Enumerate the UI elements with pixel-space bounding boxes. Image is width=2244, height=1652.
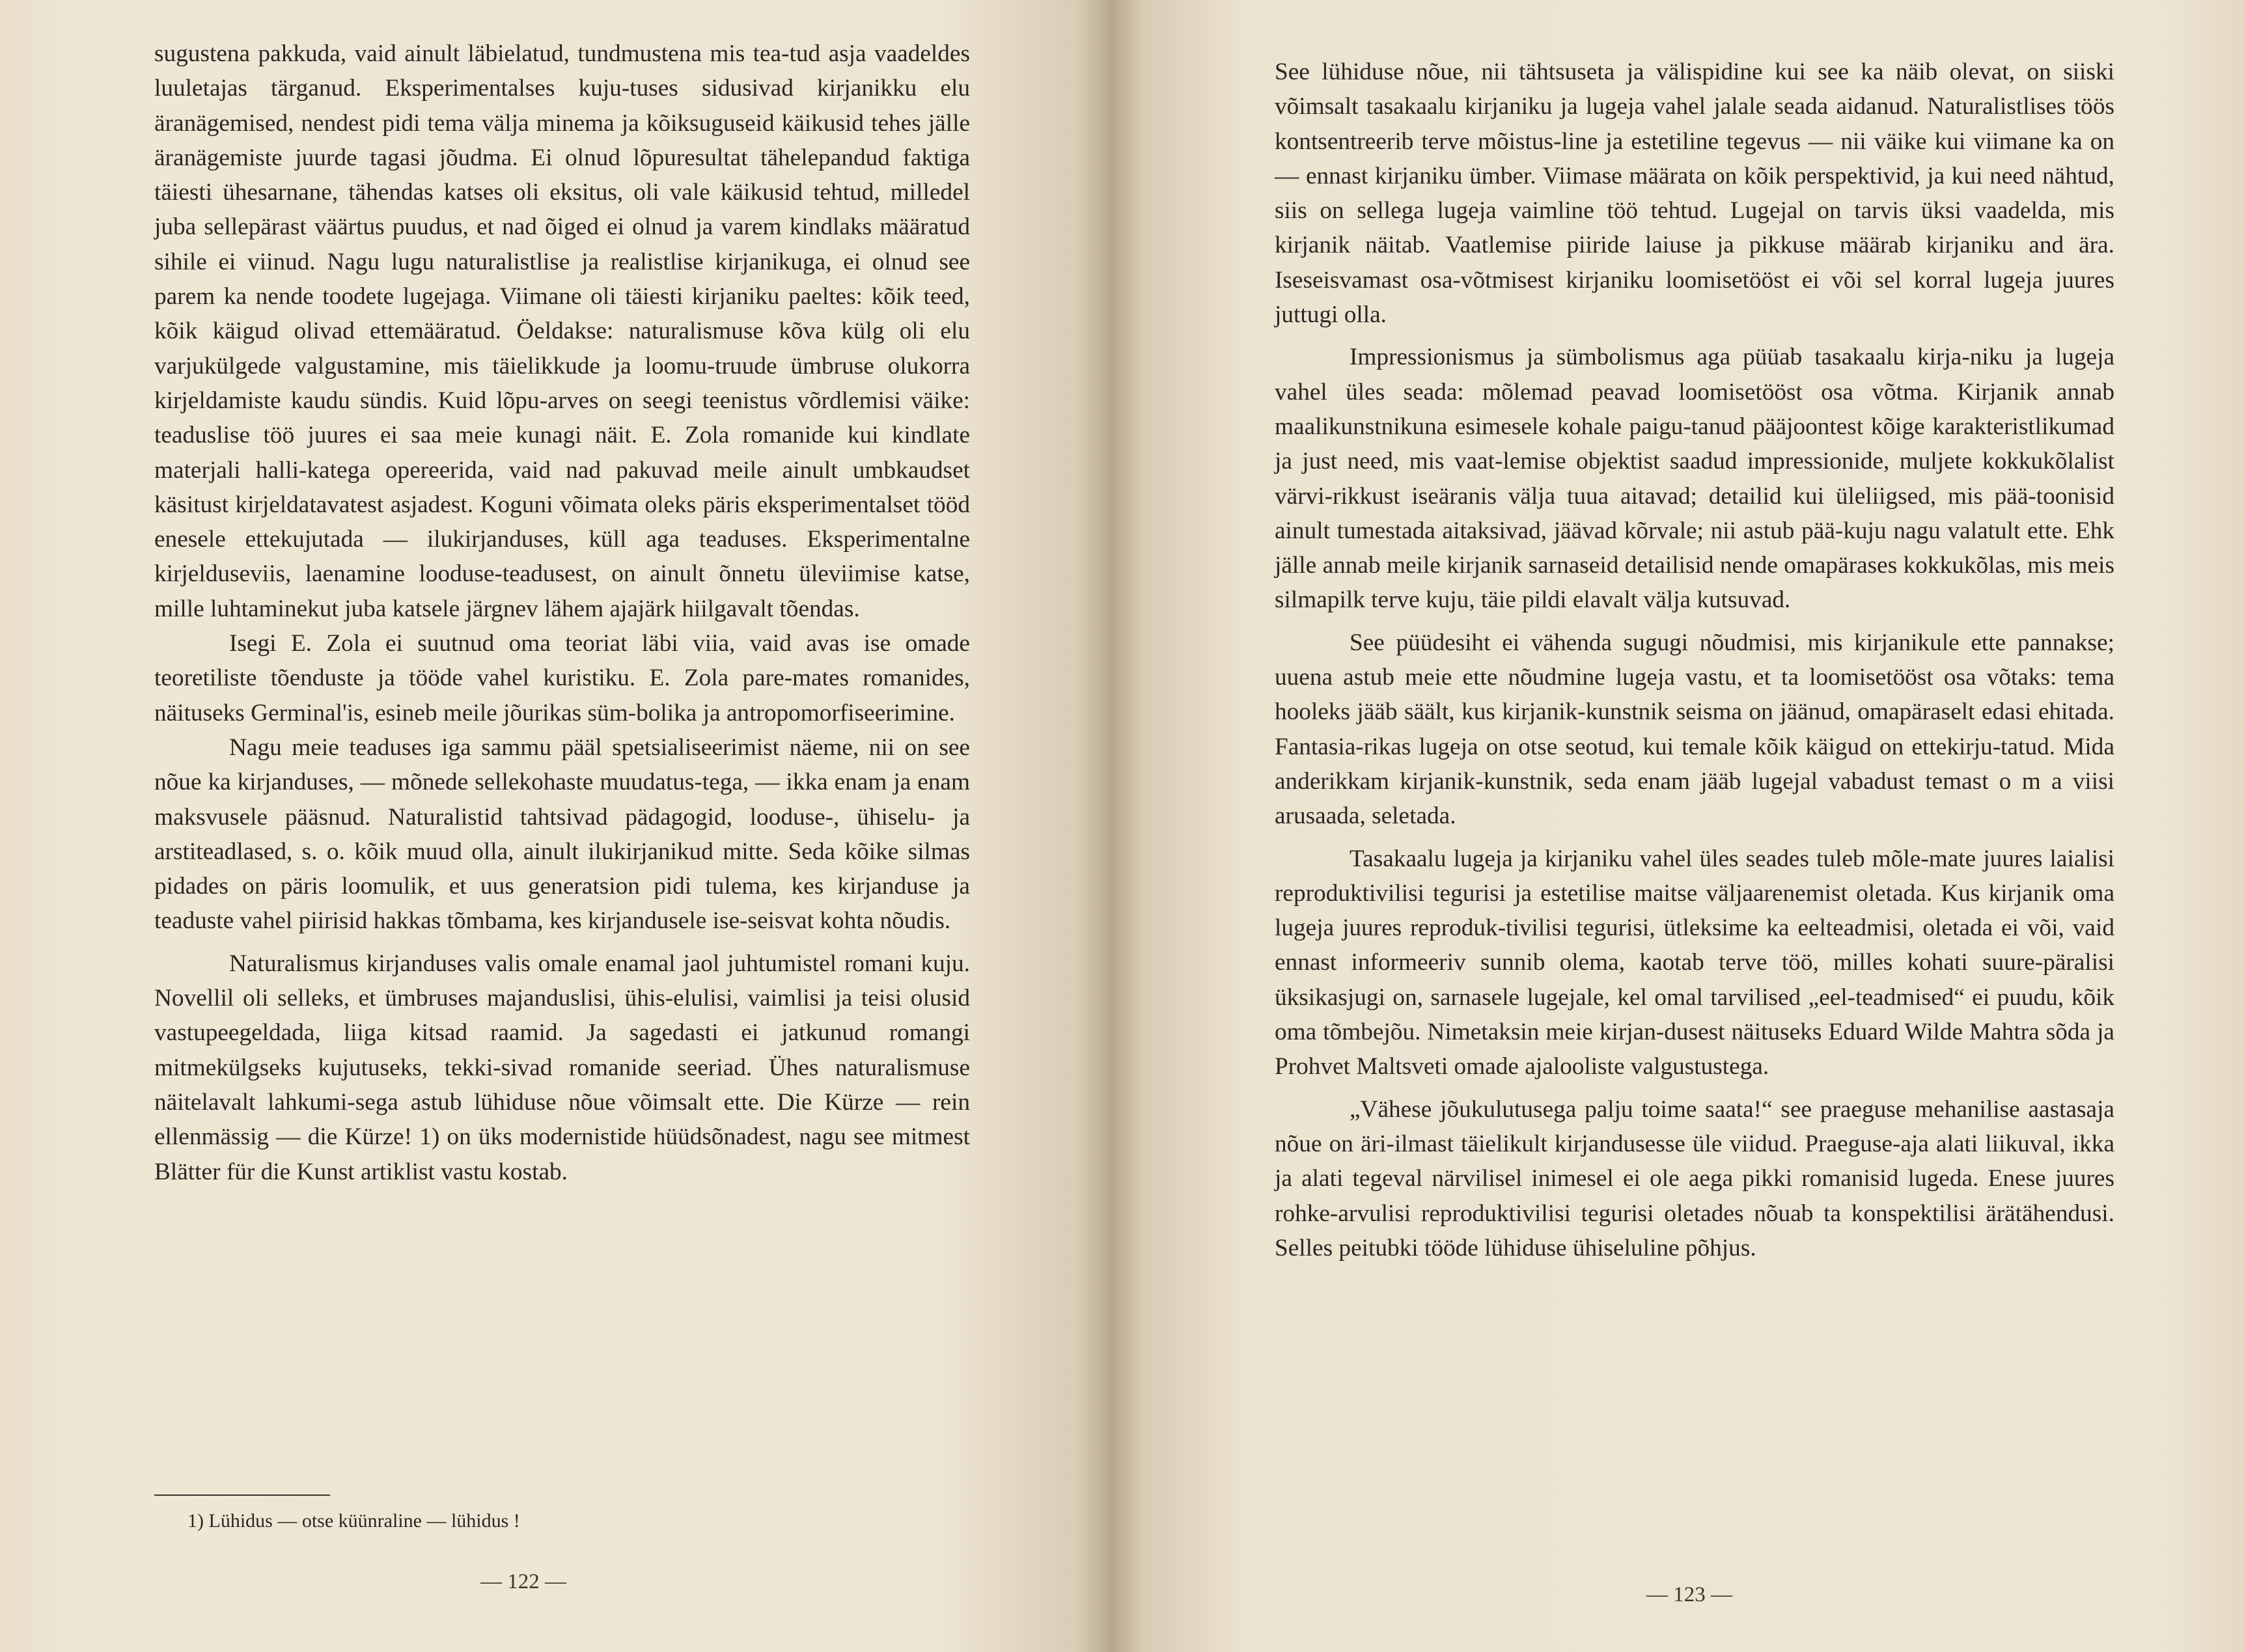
paragraph: Impressionismus ja sümbolismus aga püüab tasakaalu kirja-niku ja lugeja vahel üles seada: mõlemad peavad loomisetööst osa võtma. Kirjanik annab maalikunstnikuna esimesele kohale paigu-tanud pääjoontest kõige karakteristlikumad ja just need, mis vaat-lemise objektist saadud impressionide, muljete kokkukõlalist värvi-rikkust iseäranis välja tuua aitavad; detailid kui üleliigsed, mis pää-toonisid ainult tumestada aitaksivad, jäävad kõrvale; nii astub pää-kuju nagu valatult ette. Ehk jälle annab meile kirjanik sarnaseid detailisid nende omapärases kokkukõlas, mis meis silmapilk terve kuju, täie pildi elavalt välja kutsuvad. bbox=[1275, 344, 2114, 614]
paragraph: sugustena pakkuda, vaid ainult läbielatud, tundmustena mis tea-tud asja vaadeldes luuletajas tärganud. Eksperimentalses kuju-tuses sidusivad kirjanikku elu äranägemised, nendest pidi tema välja minema ja kõiksuguseid käikusid tehes jälle äranägemiste juurde tagasi jõudma. Ei olnud lõpuresultat tähelepandud faktiga täiesti ühesarnane, tähendas katses oli eksitus, oli vale käikusid tehtud, milledel juba sellepärast väärtus puudus, et nad õiged ei olnud ja varem kindlaks määratud sihile ei viinud. Nagu lugu naturalistlise ja realistlise kirjanikuga, ei olnud see parem ka nende toodete lugejaga. Viimane oli täiesti kirjaniku paeltes: kõik teed, kõik käigud olivad ettemääratud. Öeldakse: naturalismuse kõva külg oli elu varjukülgede valgustamine, mis täielikkude ja loomu-truude ümbruse olukorra kirjeldamiste kaudu sündis. Kuid lõpu-arves on seegi teenistus võrdlemisi väike: teaduslise töö juures ei saa meie kunagi näit. E. Zola romanide kui kindlate materjali halli-katega opereerida, vaid nad pakuvad meile ainult umbkaudset käsitust kirjeldatavatest asjadest. Koguni võimata oleks päris eksperimentalset tööd enesele ettekujutada — ilukirjanduses, küll aga teaduses. Eksperimentalne kirjelduseviis, laenamine looduse-teadusest, on ainult õnnetu üleviimise katse, mille luhtaminekut juba katsele järgnev lähem ajajärk hiilgavalt tõendas. bbox=[154, 40, 970, 622]
page-number: — 122 — bbox=[480, 1570, 566, 1593]
paragraph: „Vähese jõukulutusega palju toime saata!“ see praeguse mehanilise aastasaja nõue on äri-ilmast täielikult kirjandusesse üle viidud. Praeguse-aja alati liikuval, ikka ja alati tegeval närvilisel inimesel ei ole aega pikki romanisid lugeda. Enese juures rohke-arvulisi reproduktivilisi tegurisi oletades nõuab ta konspektilisi ärätähendusi. Selles peitubki tööde lühiduse ühiseluline põhjus. bbox=[1275, 1095, 2114, 1261]
footnote: 1) Lühidus — otse küünraline — lühidus ! bbox=[187, 1510, 520, 1532]
footnote-rule bbox=[154, 1494, 330, 1496]
paragraph: Isegi E. Zola ei suutnud oma teoriat läbi viia, vaid avas ise omade teoretiliste tõenduste ja tööde vahel kuristiku. E. Zola pare-mates romanides, näituseks Germinal'is, esineb meile jõurikas süm-bolika ja antropomorfiseerimine. bbox=[154, 630, 970, 726]
left-page-text bbox=[154, 36, 970, 1189]
paragraph: See lühiduse nõue, nii tähtsuseta ja välispidine kui see ka näib olevat, on siiski võimsalt tasakaalu kirjaniku ja lugeja vahel jalale seada aidanud. Naturalistlises töös kontsentreerib terve mõistus-line ja estetiline tegevus — nii väike kui viimane ka on — ennast kirjaniku ümber. Viimase määrata on kõik perspektivid, ja kui need nähtud, siis on sellega lugeja vaimline töö tehtud. Lugejal on tarvis üksi vaadelda, mis kirjanik näitab. Vaatlemise piiride laiuse ja pikkuse määrab kirjaniku and ära. Iseseisvamast osa-võtmisest kirjaniku loomisetööst ei või sel korral lugeja juures juttugi olla. bbox=[1275, 59, 2114, 329]
paragraph: Tasakaalu lugeja ja kirjaniku vahel üles seades tuleb mõle-mate juures laialisi reproduktivilisi tegurisi ja estetilise maitse väljaarenemist oletada. Kus kirjanik oma lugeja juures reproduk-tivilisi tegurisi, ütleksime ka eelteadmisi, oletada ei või, vaid ennast informeeriv sunnib olema, kaotab terve töö, milles kohati suure-päralisi üksikasjugi on, sarnasele lugejale, kel omal tarvilised „eel-teadmised“ ei puudu, kõik oma tõmbejõu. Nimetaksin meie kirjan-dusest näituseks Eduard Wilde Mahtra sõda ja Prohvet Maltsveti omade ajalooliste valgustustega. bbox=[1275, 845, 2114, 1081]
page-number: — 123 — bbox=[1646, 1583, 1732, 1606]
paragraph: Nagu meie teaduses iga sammu pääl spetsialiseerimist näeme, nii on see nõue ka kirjanduses, — mõnede sellekohaste muudatus-tega, — ikka enam ja enam maksvusele pääsnud. Naturalistid tahtsivad pädagogid, looduse-, ühiselu- ja arstiteadlased, s. o. kõik muud olla, ainult ilukirjanikud mitte. Seda kõike silmas pidades on päris loomulik, et uus generatsion pidi tulema, kes kirjanduse ja teaduste vahel piirisid hakkas tõmbama, kes kirjandusele ise-seisvat kohta nõudis. bbox=[154, 734, 970, 935]
right-page-text bbox=[1275, 55, 2114, 1265]
paragraph: See püüdesiht ei vähenda sugugi nõudmisi, mis kirjanikule ette pannakse; uuena astub meie ette nõudmine lugeja vastu, et ta loomisetööst osa võtaks: tema hooleks jääb säält, kus kirjanik-kunstnik seisma on jäänud, omapäraselt edasi ehitada. Fantasia-rikas lugeja on otse seotud, kui temale kõik käigud on ettekirju-tatud. Mida anderikkam kirjanik-kunstnik, seda enam jääb lugejal vabadust temast o m a viisi arusaada, seletada. bbox=[1275, 629, 2114, 830]
left-page bbox=[0, 0, 1110, 1652]
paragraph: Naturalismus kirjanduses valis omale enamal jaol juhtumistel romani kuju. Novellil oli selleks, et ümbruses majanduslisi, ühis-elulisi, vaimlisi ja teisi olusid vastupeegeldada, liiga kitsad raamid. Ja sagedasti ei jatkunud romangi mitmekülgseks kujutuseks, tekki-sivad romanide seeriad. Ühes naturalismuse näitelavalt lahkumi-sega astub lühiduse nõue võimsalt ette. Die Kürze — rein ellenmässig — die Kürze! 1) on üks modernistide hüüdsõnadest, nagu see mitmest Blätter für die Kunst artiklist vastu kostab. bbox=[154, 950, 970, 1185]
